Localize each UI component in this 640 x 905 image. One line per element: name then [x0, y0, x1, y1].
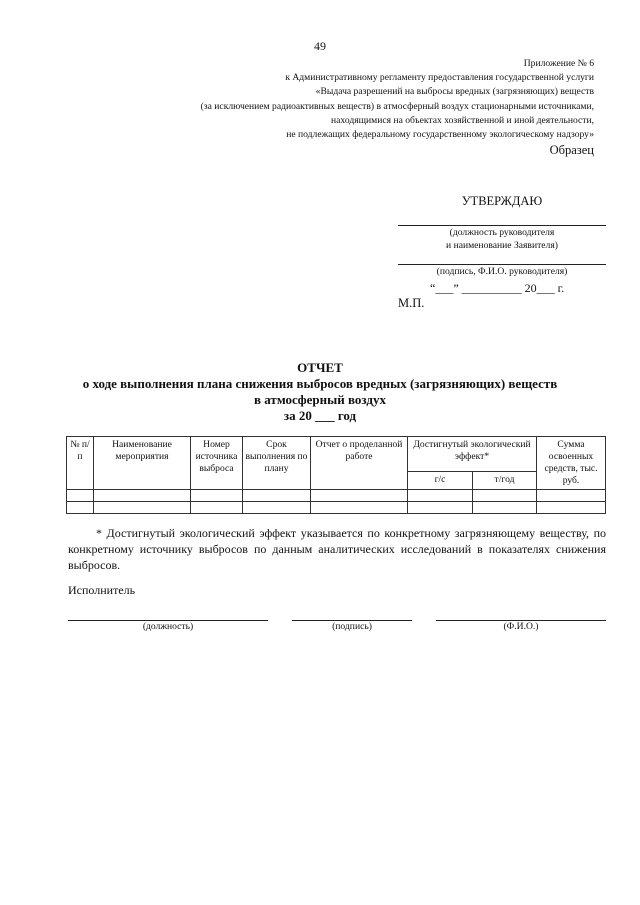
- table-row: [67, 490, 606, 502]
- position-caption: [398, 226, 606, 252]
- approval-heading: УТВЕРЖДАЮ: [461, 194, 543, 208]
- appendix-line: не подлежащих федеральному государственному экологическому надзору»: [286, 129, 594, 141]
- approval-date: “___” __________ 20___ г.: [430, 281, 565, 295]
- report-period: за 20 ___ год: [283, 408, 357, 423]
- col-header-effect: Достигнутый экологический эффект*: [408, 437, 537, 472]
- col-header-name: Наименование мероприятия: [94, 437, 191, 490]
- appendix-line: «Выдача разрешений на выбросы вредных (загрязняющих) веществ: [315, 86, 594, 98]
- position-caption-line: (должность руководителя: [449, 227, 555, 238]
- footnote: [68, 525, 606, 573]
- col-header-effect-ty: т/год: [473, 472, 537, 490]
- appendix-line: (за исключением радиоактивных веществ) в атмосферный воздух стационарными источниками,: [200, 100, 594, 112]
- col-header-number: № п/п: [67, 437, 94, 490]
- report-subtitle: в атмосферный воздух: [254, 392, 386, 407]
- executor-signature-caption: (подпись): [332, 621, 372, 632]
- appendix-line: Приложение № 6: [523, 58, 594, 69]
- position-caption-line: и наименование Заявителя): [446, 240, 558, 251]
- executor-position-caption: (должность): [142, 621, 194, 632]
- col-header-term: Срок выполнения по плану: [243, 437, 311, 490]
- appendix-line: находящимися на объектах хозяйственной и иной деятельности,: [331, 114, 594, 126]
- report-subtitle: о ходе выполнения плана снижения выбросов вредных (загрязняющих) веществ: [82, 376, 558, 391]
- sample-label: Образец: [549, 143, 594, 157]
- appendix-header: [124, 57, 594, 142]
- report-title: ОТЧЕТ: [297, 360, 343, 375]
- appendix-line: к Административному регламенту предоставления государственной услуги: [285, 72, 594, 84]
- col-header-work: Отчет о проделанной работе: [311, 437, 408, 490]
- table-row: [67, 502, 606, 514]
- report-table: [66, 436, 606, 514]
- signature-caption: (подпись, Ф.И.О. руководителя): [436, 266, 568, 277]
- col-header-effect-gs: г/с: [408, 472, 473, 490]
- stamp-label: М.П.: [398, 296, 425, 310]
- executor-label: Исполнитель: [68, 583, 136, 597]
- executor-fio-caption: (Ф.И.О.): [503, 621, 539, 632]
- col-header-source: Номер источника выброса: [191, 437, 243, 490]
- page-number: 49: [314, 39, 326, 53]
- col-header-sum: Сумма освоенных средств, тыс. руб.: [537, 437, 606, 490]
- footnote-text: * Достигнутый экологический эффект указывается по конкретному загрязняющему веществу, по конкретному источнику выбросов по данным аналитических исследований в показателях снижения выбросов.: [68, 526, 606, 572]
